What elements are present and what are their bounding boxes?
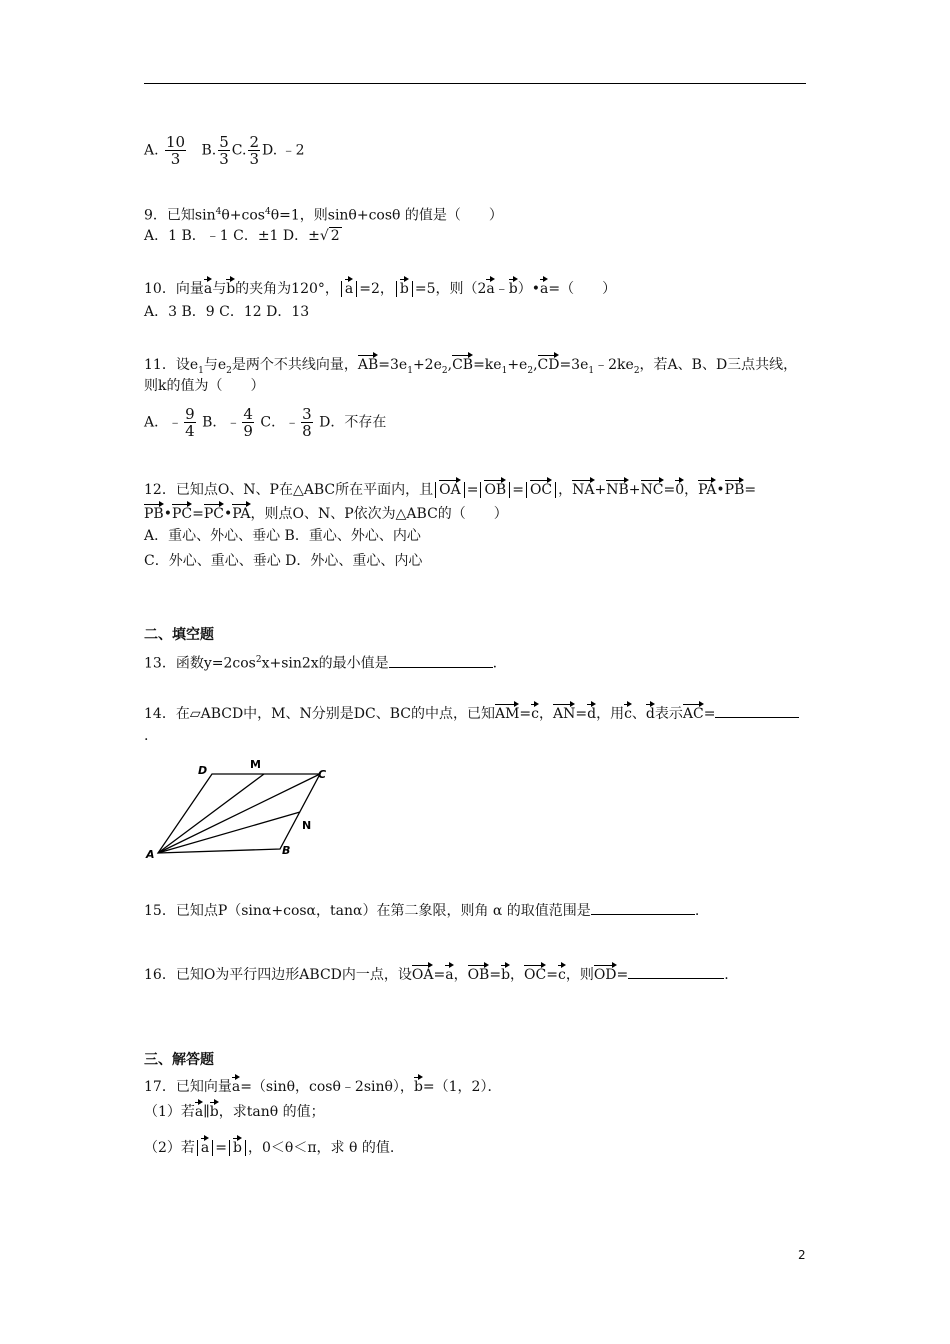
abs-b: b	[229, 1140, 246, 1156]
abs-oa: OA	[435, 482, 465, 498]
fraction-c: $\frac{2}{3}$	[249, 133, 259, 168]
q14-end: .	[144, 728, 149, 744]
option-a-label: A.	[144, 142, 159, 159]
label-c: C	[318, 768, 327, 781]
answer-blank[interactable]	[591, 900, 695, 915]
q11-stem: 11．设$e_1$与$e_2$是两个不共线向量，$AB=3e_1+2e_2,CB=ke_1+e_2,CD=3e_1﹣2ke_2$，若A、B、D三点共线，	[144, 352, 797, 381]
q12-line2: PB•PC=PC•PA，则点O、N、P依次为△ABC的（ ）	[144, 501, 508, 524]
parallelogram-figure	[144, 752, 334, 862]
section-fill-in-heading: 二、填空题	[144, 627, 214, 643]
q12-options-1: A．重心、外心、垂心 B．重心、外心、内心	[144, 528, 421, 544]
q16-stem: 16．已知O为平行四边形ABCD内一点，设OA=a，OB=b，OC=c，则OD= .	[144, 962, 729, 985]
q17-part2: （2）若 a = b ，0＜θ＜π，求 θ 的值.	[144, 1135, 394, 1158]
option-c-label: C.	[231, 142, 247, 159]
label-m: M	[250, 758, 261, 771]
q12-stem: 12．已知点O、N、P在△ABC所在平面内，且 OA = OB = OC ，NA+NB+NC=0，PA•PB=	[144, 477, 756, 500]
vector-a: a	[204, 276, 212, 296]
answer-blank[interactable]	[715, 703, 799, 718]
q10-stem: 10．向量a与b的夹角为120°， a =2， b =5，则（2a﹣b）•a=（ ）	[144, 276, 616, 299]
abs-a: a	[341, 281, 357, 297]
q17-stem: 17．已知向量a=（sinθ，cosθ﹣2sinθ），b=（1，2）．	[144, 1074, 501, 1097]
q9-stem: 9．已知$\sin^4\theta+\cos^4\theta=1$，则sinθ+cosθ 的值是（ ）	[144, 207, 503, 224]
header-rule	[144, 83, 806, 84]
q12-options-2: C．外心、重心、垂心 D．外心、重心、内心	[144, 553, 423, 569]
q13-stem: 13．函数$y=2\cos^2x+\sin 2x$的最小值是 .	[144, 650, 497, 674]
fraction-q11-a: $\frac{9}{4}$	[185, 405, 195, 440]
vector-cd: CD	[538, 352, 560, 372]
abs-oc: OC	[526, 482, 556, 498]
q9-options: A．1 B．﹣1 C．±1 D．±√ 2	[144, 228, 340, 244]
answer-blank[interactable]	[389, 653, 493, 668]
q15-stem: 15．已知点P（sinα+cosα，tanα）在第二象限，则角 α 的取值范围是 .	[144, 900, 699, 921]
q14-stem: 14．在▱ABCD中，M、N分别是DC、BC的中点，已知AM=c，AN=d，用c、d表示AC=	[144, 701, 799, 724]
vector-cb: CB	[452, 352, 473, 372]
label-d: D	[198, 764, 208, 777]
fraction-q11-b: $\frac{4}{9}$	[243, 405, 253, 440]
abs-a: a	[197, 1140, 213, 1156]
segment-am	[158, 774, 264, 853]
q10-options: A．3 B．9 C．12 D．13	[144, 304, 310, 320]
fraction-q11-c: $\frac{3}{8}$	[302, 405, 312, 440]
vector-ab: AB	[358, 352, 378, 372]
option-b-label: B.	[201, 142, 217, 159]
page-number: 2	[798, 1248, 806, 1262]
fraction-a: $\frac{10}{3}$	[166, 133, 186, 168]
q11-options: A．﹣ $\frac{9}{4}$ B．﹣ $\frac{4}{9}$ C．﹣ $\frac{3}{8}$ D．不存在	[144, 405, 387, 440]
label-a: A	[146, 848, 155, 861]
sqrt-symbol: √ 2	[319, 228, 340, 244]
abs-ob: OB	[480, 482, 510, 498]
q8-options	[144, 134, 305, 167]
option-d-label: D. ﹣2	[261, 142, 305, 159]
label-b: B	[282, 844, 291, 857]
section-solve-heading: 三、解答题	[144, 1052, 214, 1068]
answer-blank[interactable]	[628, 964, 724, 979]
vector-b: b	[226, 276, 235, 296]
q11-line2: 则k的值为（ ）	[144, 378, 265, 394]
q17-part1: （1）若a∥b，求tanθ 的值；	[144, 1099, 325, 1122]
abs-b: b	[396, 281, 413, 297]
label-n: N	[302, 819, 312, 832]
fraction-b: $\frac{5}{3}$	[219, 133, 229, 168]
